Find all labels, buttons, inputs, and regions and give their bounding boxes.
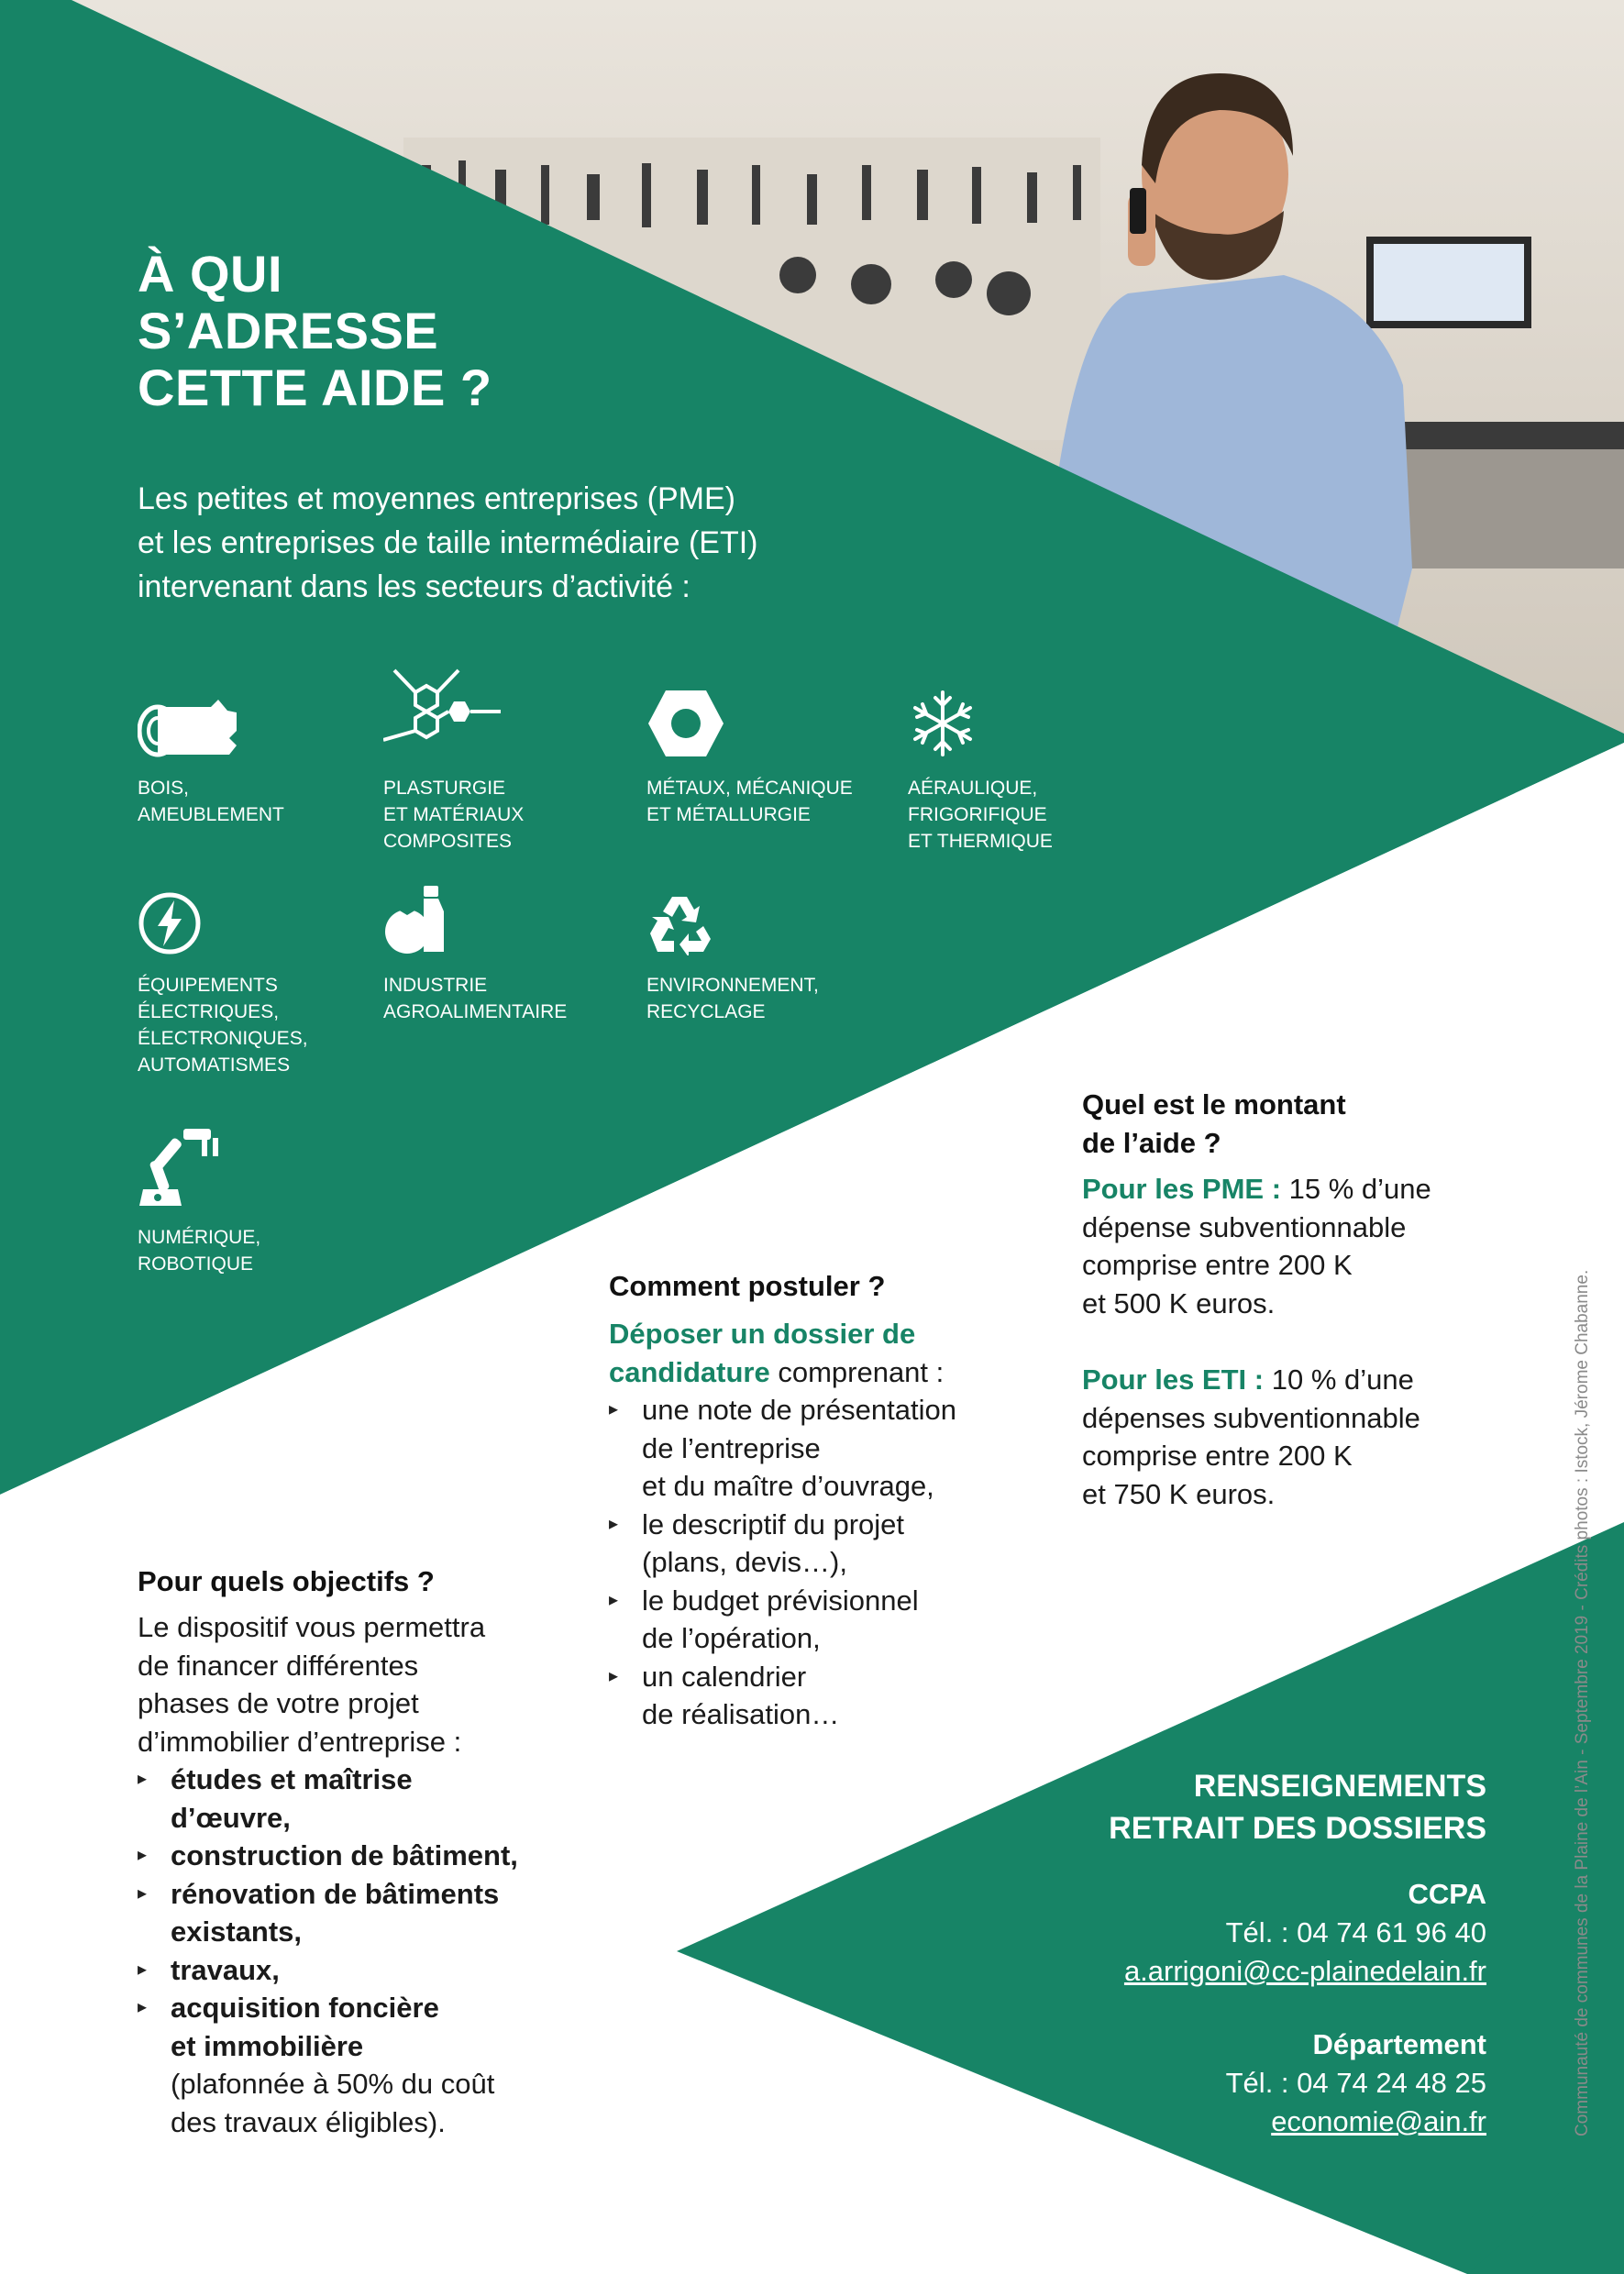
departement-name: Département [1312,2028,1486,2060]
item-line: existants, [171,1915,303,1948]
item-line: (plans, devis…), [642,1546,847,1578]
list-item [609,1582,1040,1658]
sector-environnement [646,871,894,1025]
recycle-icon [646,893,713,955]
sector-label-line: FRIGORIFIQUE [908,804,1047,825]
lead-green: candidature [609,1355,770,1388]
postuler-section [609,1267,1040,1734]
item-line: une note de présentation [642,1394,956,1426]
title-line: CETTE AIDE ? [138,359,492,416]
montant-title [1082,1086,1504,1163]
sector-label-line: ET MÉTALLURGIE [646,804,811,825]
title-line: S’ADRESSE [138,302,439,359]
list-item [138,1875,587,1951]
intro-line: de financer différentes [138,1649,419,1682]
hex-nut-icon [646,689,725,758]
text-line: 15 % d’une [1281,1173,1431,1205]
sector-label-line: AÉRAULIQUE, [908,778,1038,799]
objectifs-section [138,1562,587,2141]
postuler-list [609,1391,1040,1734]
list-item [609,1658,1040,1734]
sector-label-line: ENVIRONNEMENT, [646,975,819,996]
objectifs-intro [138,1608,587,1761]
sector-label-line: INDUSTRIE [383,975,488,996]
intro-line: d’immobilier d’entreprise : [138,1725,462,1758]
text-line: comprise entre 200 K [1082,1249,1353,1281]
ccpa-phone: Tél. : 04 74 61 96 40 [1225,1916,1486,1948]
list-item [138,1951,587,1990]
text-line: et 500 K euros. [1082,1286,1276,1319]
list-item [138,1989,587,2141]
sector-label-line: ÉLECTRIQUES, [138,1001,280,1022]
item-line: rénovation de bâtiments [171,1877,500,1910]
eti-label: Pour les ETI : [1082,1363,1265,1396]
title-line: RETRAIT DES DOSSIERS [1109,1811,1486,1846]
postuler-title: Comment postuler ? [609,1270,886,1302]
sector-label-line: AMEUBLEMENT [138,804,284,825]
item-line: de l’entreprise [642,1431,821,1464]
sector-label-line: COMPOSITES [383,831,513,852]
snowflake-icon [908,689,978,758]
text-line: 10 % d’une [1264,1363,1414,1396]
sector-label-line: ÉQUIPEMENTS [138,975,278,996]
list-item [138,1837,587,1875]
sector-metaux [646,674,894,828]
sector-equipements [138,871,385,1078]
intro-line: et les entreprises de taille intermédiaire (ETI) [138,525,758,560]
intro-line: intervenant dans les secteurs d’activité : [138,569,690,604]
wood-log-icon [138,694,240,758]
item-line: construction de bâtiment, [171,1839,518,1871]
note-line: (plafonnée à 50% du coût [171,2068,495,2100]
sector-label-line: BOIS, [138,778,190,799]
note-line: des travaux éligibles). [171,2105,446,2138]
robot-arm-icon [138,1125,229,1208]
list-item [609,1506,1040,1582]
item-line: un calendrier [642,1660,807,1693]
sector-label-line: ET MATÉRIAUX [383,804,525,825]
sector-label-line: AUTOMATISMES [138,1054,291,1076]
ccpa-email-link[interactable]: a.arrigoni@cc-plainedelain.fr [1123,1955,1486,1987]
sector-label-line: ET THERMIQUE [908,831,1053,852]
item-line: acquisition foncière [171,1992,439,2024]
sector-label-line: RECYCLAGE [646,1001,766,1022]
sector-plasturgie [383,674,631,855]
intro-text [138,477,834,609]
item-line: de l’opération, [642,1622,821,1654]
sector-agroalimentaire [383,871,631,1025]
sector-label-line: AGROALIMENTAIRE [383,1001,568,1022]
text-line: comprise entre 200 K [1082,1440,1353,1472]
objectifs-title: Pour quels objectifs ? [138,1565,435,1597]
page-title [138,246,651,416]
sector-label-line: ÉLECTRONIQUES, [138,1028,308,1049]
item-line: d’œuvre, [171,1801,291,1834]
lightning-icon [138,891,202,955]
item-line: et immobilière [171,2029,364,2062]
pme-label: Pour les PME : [1082,1173,1282,1205]
lead-rest: comprenant : [769,1355,945,1388]
title-line: de l’aide ? [1082,1127,1221,1159]
sector-label-line: PLASTURGIE [383,778,506,799]
text-line: dépenses subventionnable [1082,1401,1420,1434]
item-line: et du maître d’ouvrage, [642,1470,934,1502]
sector-label-line: NUMÉRIQUE, [138,1227,261,1248]
sector-numerique [138,1123,385,1277]
food-icon [383,882,447,955]
postuler-lead [609,1315,1040,1391]
intro-line: phases de votre projet [138,1687,419,1719]
text-line: dépense subventionnable [1082,1210,1407,1243]
list-item [138,1761,587,1837]
item-line: études et maîtrise [171,1763,413,1795]
montant-eti [1082,1361,1504,1513]
item-line: le descriptif du projet [642,1507,905,1540]
montant-pme [1082,1170,1504,1322]
text-line: et 750 K euros. [1082,1477,1276,1510]
list-item [609,1391,1040,1506]
item-line: travaux, [171,1953,280,1986]
montant-section [1082,1086,1504,1513]
item-line: le budget prévisionnel [642,1584,919,1617]
intro-line: Les petites et moyennes entreprises (PME) [138,481,735,516]
contact-section [1010,1765,1486,2141]
contact-title [1010,1765,1486,1849]
title-line: Quel est le montant [1082,1088,1346,1120]
title-line: À QUI [138,245,283,303]
sector-aeraulique [908,674,1155,855]
departement-email-link[interactable]: economie@ain.fr [1271,2105,1486,2137]
lead-green: Déposer un dossier de [609,1318,916,1350]
title-line: RENSEIGNEMENTS [1193,1769,1486,1804]
molecule-icon [383,667,503,758]
sector-label-line: MÉTAUX, MÉCANIQUE [646,778,853,799]
sector-label-line: ROBOTIQUE [138,1253,254,1275]
objectifs-list [138,1761,587,2141]
sector-bois [138,674,385,828]
photo-credits: Communauté de communes de la Plaine de l’Ain - Septembre 2019 - Crédits photos : Istock, Jérome Chabanne. [1573,1269,1592,2136]
item-line: de réalisation… [642,1698,840,1730]
departement-phone: Tél. : 04 74 24 48 25 [1225,2067,1486,2099]
ccpa-name: CCPA [1408,1878,1486,1910]
intro-line: Le dispositif vous permettra [138,1611,486,1643]
